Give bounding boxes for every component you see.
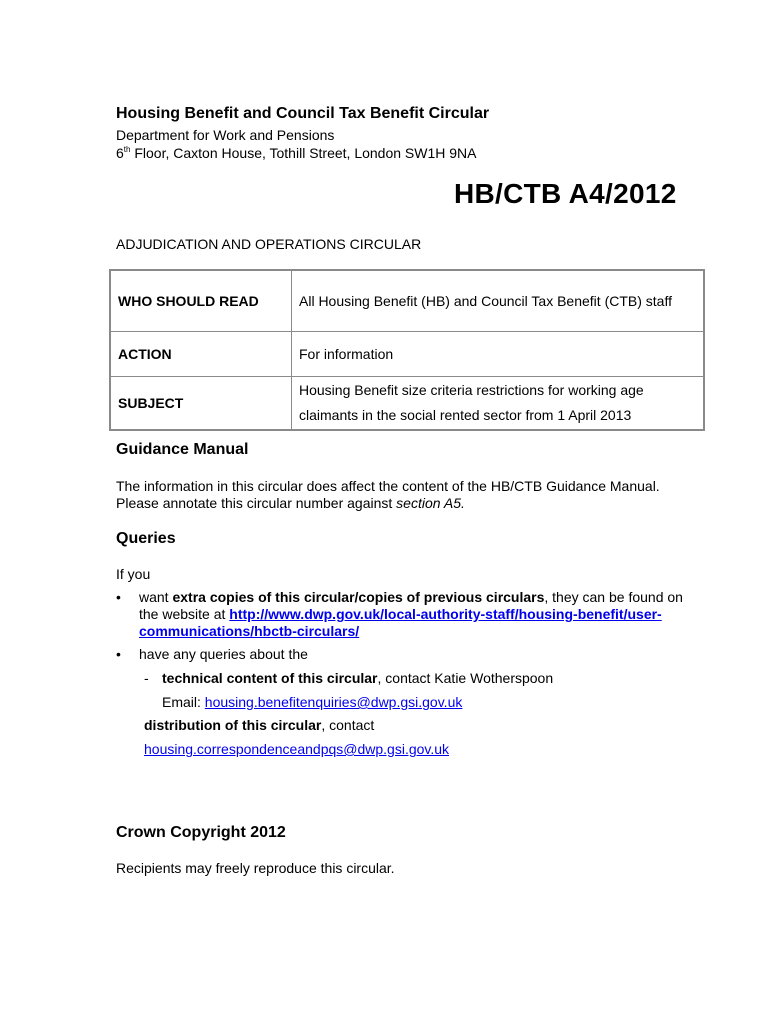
who-should-read-label: WHO SHOULD READ [110, 270, 292, 332]
bullet-copies [139, 589, 699, 640]
circular-code: HB/CTB A4/2012 [454, 178, 677, 209]
department-name: Department for Work and Pensions [116, 127, 335, 143]
action-value: For information [292, 332, 705, 377]
bullet-copies-pre: want [139, 589, 173, 605]
subject-label: SUBJECT [110, 377, 292, 431]
table-row [110, 332, 704, 377]
bullet-icon: • [116, 646, 121, 662]
address-rest: Floor, Caxton House, Tothill Street, London SW1H 9NA [130, 145, 477, 161]
circular-title: Housing Benefit and Council Tax Benefit Circular [116, 105, 490, 122]
table-row [110, 270, 704, 332]
circular-info-table [109, 269, 705, 431]
copyright-text: Recipients may freely reproduce this circular. [116, 860, 395, 876]
distribution-rest: , contact [321, 717, 375, 733]
technical-content-rest: , contact Katie Wotherspoon [377, 670, 554, 686]
distribution-email-link[interactable]: housing.correspondenceandpqs@dwp.gsi.gov.uk [144, 741, 450, 757]
distribution-bold: distribution of this circular [144, 717, 322, 733]
guidance-manual-body [116, 478, 696, 512]
bullet-queries: have any queries about the [139, 646, 308, 662]
action-label: ACTION [110, 332, 292, 377]
guidance-manual-heading: Guidance Manual [116, 441, 249, 458]
guidance-section-ref: section A5. [396, 495, 465, 511]
address-floor-suffix: th [123, 145, 131, 154]
guidance-body-text: The information in this circular does affect the content of the HB/CTB Guidance Manual. Please annotate this circular number against [116, 478, 660, 511]
technical-email-line [162, 694, 462, 710]
distribution-email-line [144, 741, 449, 757]
bullet-copies-bold: extra copies of this circular/copies of previous circulars [172, 589, 545, 605]
address-floor: 6 [116, 145, 124, 161]
technical-content-contact [162, 670, 553, 686]
circulars-website-link[interactable]: http://www.dwp.gov.uk/local-authority-staff/housing-benefit/user-communications/hbctb-circulars/ [139, 606, 662, 639]
email-label: Email: [162, 694, 205, 710]
technical-content-bold: technical content of this circular [162, 670, 378, 686]
bullet-copies-mid: , they can be found on the website at [139, 589, 683, 622]
dash-marker: - [144, 670, 149, 686]
copyright-heading: Crown Copyright 2012 [116, 824, 286, 841]
queries-heading: Queries [116, 530, 176, 547]
queries-intro: If you [116, 566, 151, 582]
department-address [116, 145, 477, 161]
table-row [110, 377, 704, 431]
bullet-icon: • [116, 589, 121, 605]
subject-value: Housing Benefit size criteria restrictions for working age claimants in the social rented sector from 1 April 2013 [292, 377, 705, 431]
who-should-read-value: All Housing Benefit (HB) and Council Tax Benefit (CTB) staff [292, 270, 705, 332]
circular-type: ADJUDICATION AND OPERATIONS CIRCULAR [116, 236, 422, 252]
technical-email-link[interactable]: housing.benefitenquiries@dwp.gsi.gov.uk [204, 694, 463, 710]
distribution-contact [144, 717, 374, 733]
